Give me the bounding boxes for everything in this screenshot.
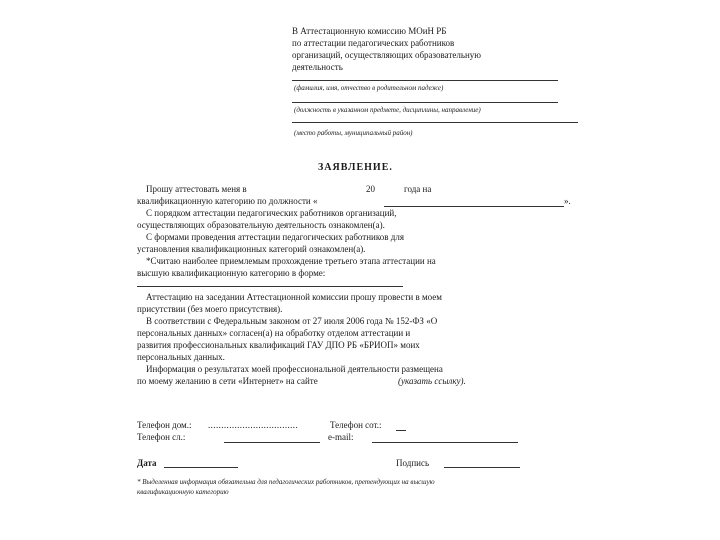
name-underline[interactable] — [292, 80, 558, 81]
p2-line-b: осуществляющих образовательную деятельность ознакомлен(а). — [137, 220, 385, 230]
footnote-line-2: квалификационную категорию — [137, 488, 229, 496]
document-title: ЗАЯВЛЕНИЕ. — [318, 162, 393, 173]
p7-line-b: по моему желанию в сети «Интернет» на сайте — [137, 376, 318, 386]
email-field[interactable] — [372, 442, 518, 443]
p6-line-c: развития профессиональных квалификаций ГАУ ДПО РБ «БРИОП» моих — [137, 340, 420, 350]
p1-text-d: квалификационную категорию по должности « — [137, 196, 318, 206]
p4-line-a: *Считаю наиболее приемлемым прохождение третьего этапа аттестации на — [146, 256, 436, 266]
position-field[interactable] — [384, 206, 564, 207]
p7-link-hint: (указать ссылку). — [398, 376, 466, 386]
p6-line-d: персональных данных. — [137, 352, 225, 362]
p1-year: 20 — [366, 184, 375, 194]
date-label: Дата — [137, 458, 157, 468]
phone-home-label: Телефон дом.: — [137, 420, 192, 430]
signature-label: Подпись — [396, 458, 430, 468]
p5-line-b: присутствии (без моего присутствия). — [137, 304, 283, 314]
addressee-line-1: В Аттестационную комиссию МОиН РБ — [292, 26, 447, 36]
signature-field[interactable] — [444, 467, 520, 468]
workplace-hint: (место работы, муниципальный район) — [294, 129, 413, 137]
p5-line-a: Аттестацию на заседании Аттестационной комиссии прошу провести в моем — [146, 292, 442, 302]
p4-line-b: высшую квалификационную категорию в форме: — [137, 268, 326, 278]
p1-text-e: ». — [564, 196, 571, 206]
date-field[interactable] — [164, 467, 238, 468]
name-hint: (фамилия, имя, отчество в родительном падеже) — [294, 84, 444, 92]
form-field[interactable] — [137, 286, 403, 287]
p1-text-c: года на — [404, 184, 432, 194]
phone-home-field[interactable]: .................................. — [208, 420, 299, 430]
footnote-line-1: * Выделенная информация обязательна для педагогических работников, претендующих на высшую — [137, 478, 435, 486]
phone-work-label: Телефон сл.: — [137, 432, 186, 442]
phone-work-field[interactable] — [224, 442, 320, 443]
addressee-line-3: организаций, осуществляющих образовательную — [292, 50, 482, 60]
p6-line-a: В соответствии с Федеральным законом от 27 июля 2006 года № 152-ФЗ «О — [146, 316, 438, 326]
p3-line-a: С формами проведения аттестации педагогических работников для — [146, 232, 404, 242]
addressee-line-2: по аттестации педагогических работников — [292, 38, 455, 48]
p7-line-a: Информация о результатах моей профессиональной деятельности размещена — [146, 364, 443, 374]
addressee-line-4: деятельность — [292, 62, 343, 72]
p1-text-a: Прошу аттестовать меня в — [146, 184, 247, 194]
phone-mobile-field[interactable] — [396, 430, 406, 431]
p6-line-b: персональных данных» согласен(а) на обработку отделом аттестации и — [137, 328, 411, 338]
position-hint: (должность в указанном предмете, дисциплины, направление) — [294, 106, 481, 114]
p2-line-a: С порядком аттестации педагогических работников организаций, — [146, 208, 397, 218]
email-label: e-mail: — [328, 432, 354, 442]
position-underline[interactable] — [292, 102, 558, 103]
p3-line-b: установления квалификационных категорий ознакомлен(а). — [137, 244, 366, 254]
workplace-underline[interactable] — [292, 122, 578, 123]
phone-mobile-label: Телефон сот.: — [330, 420, 382, 430]
